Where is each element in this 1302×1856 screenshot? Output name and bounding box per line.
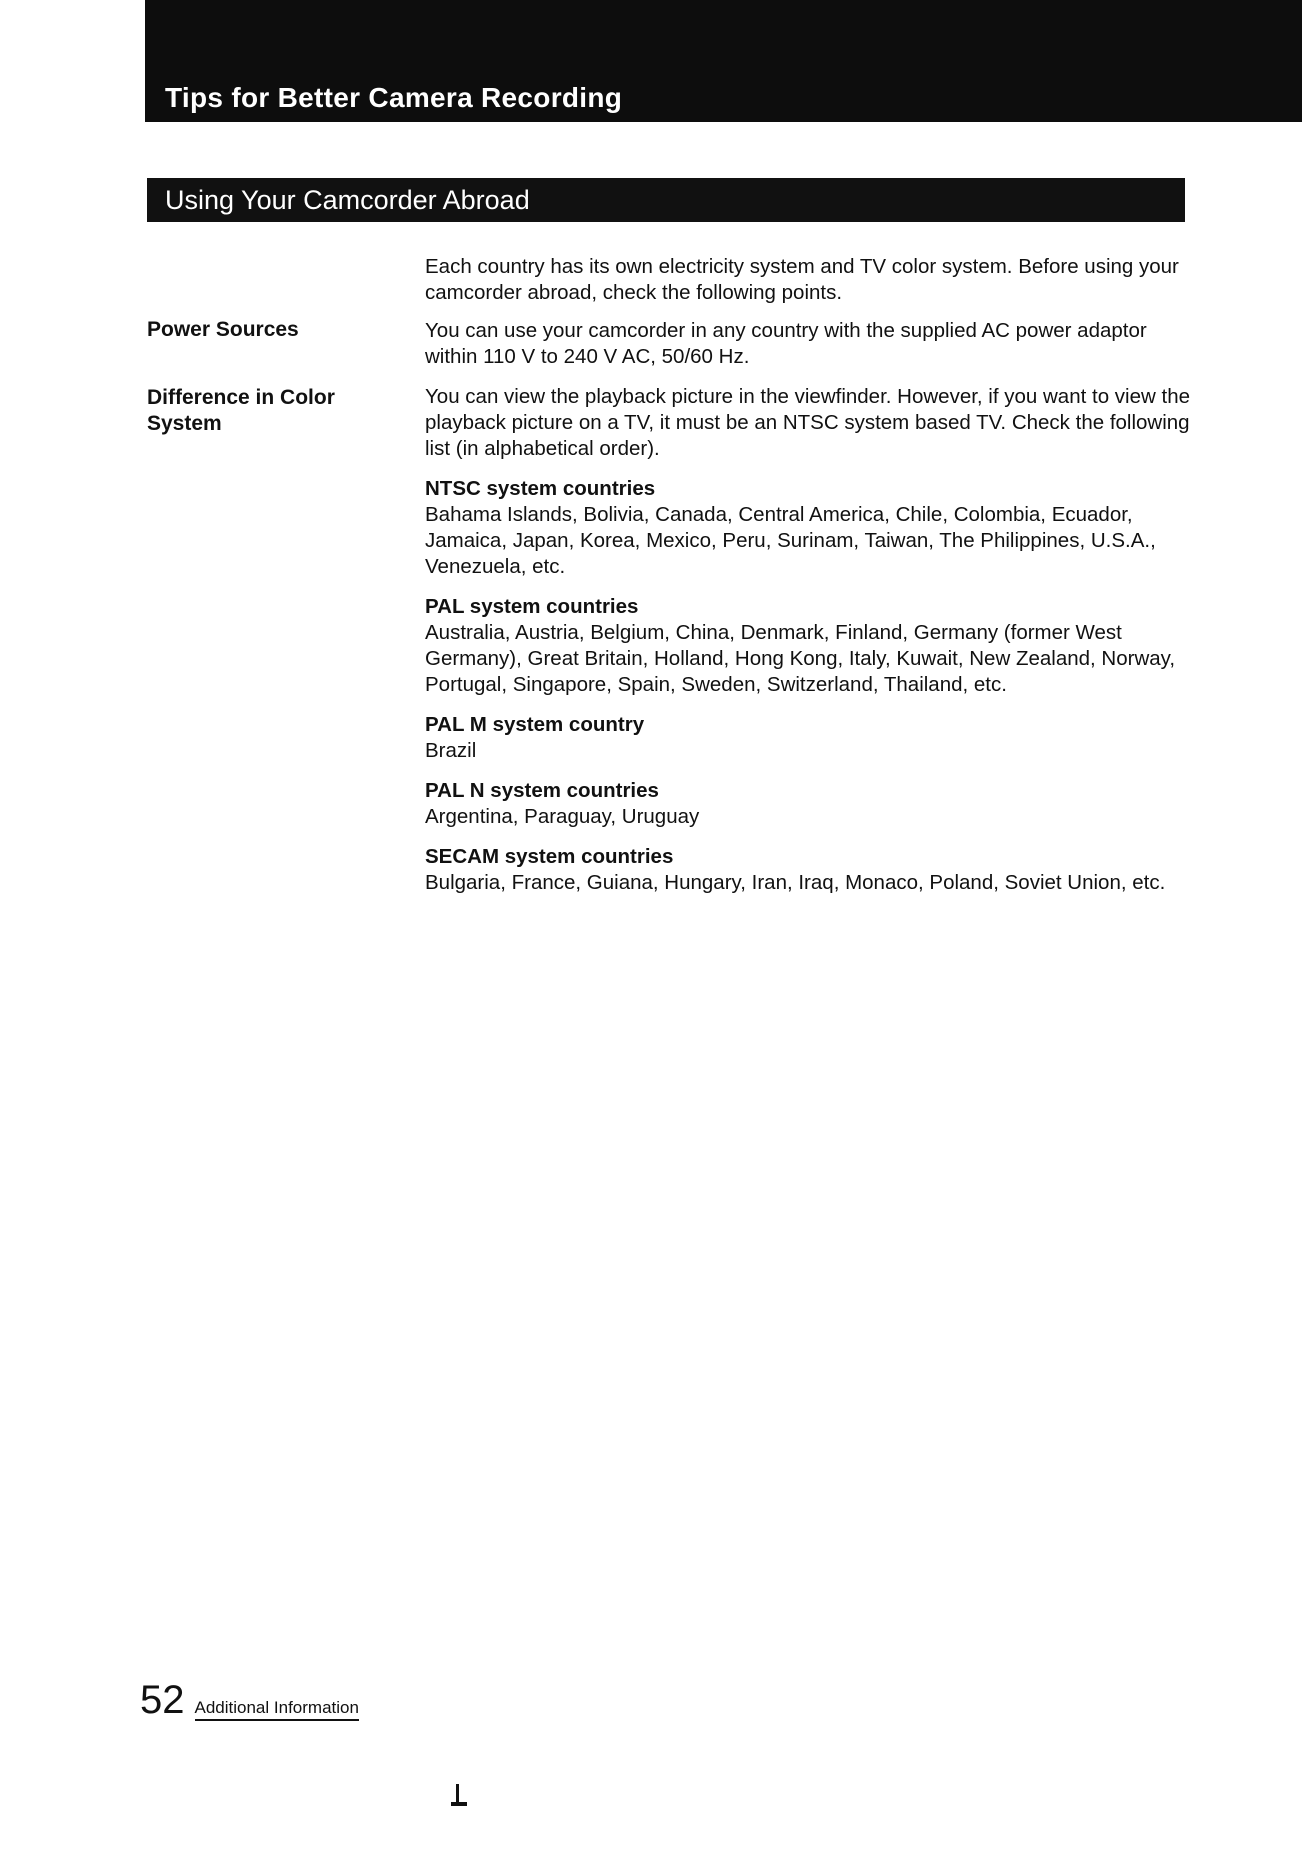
system-country-list: Argentina, Paraguay, Uruguay xyxy=(425,805,700,828)
page-number: 52 xyxy=(140,1678,185,1722)
print-mark-icon xyxy=(447,1782,469,1810)
system-group-secam xyxy=(425,844,1195,896)
color-system-paragraph: You can view the playback picture in the viewfinder. However, if you want to view the playback picture on a TV, it must be an NTSC system based TV. Check the following list (in alphabetical order). xyxy=(425,385,1190,460)
section-title: Using Your Camcorder Abroad xyxy=(165,185,530,215)
system-country-list: Australia, Austria, Belgium, China, Denmark, Finland, Germany (former West Germany), Great Britain, Holland, Hong Kong, Italy, Kuwait, New Zealand, Norway, Portugal, Singapore, Spain, Sweden, Switzerland, Thailand, etc. xyxy=(425,621,1176,696)
system-heading: SECAM system countries xyxy=(425,845,674,868)
system-country-list: Brazil xyxy=(425,739,477,762)
power-sources-paragraph: You can use your camcorder in any country with the supplied AC power adaptor within 110 V to 240 V AC, 50/60 Hz. xyxy=(425,319,1147,368)
system-group-pal-n xyxy=(425,778,1195,830)
system-group-ntsc xyxy=(425,476,1195,580)
system-heading: PAL system countries xyxy=(425,595,639,618)
footer-section-name: Additional Information xyxy=(195,1698,359,1721)
power-sources-label: Power Sources xyxy=(147,318,299,341)
chapter-title: Tips for Better Camera Recording xyxy=(165,82,623,113)
main-content xyxy=(425,254,1195,910)
page-footer xyxy=(140,1680,359,1721)
system-heading: NTSC system countries xyxy=(425,477,656,500)
system-country-list: Bahama Islands, Bolivia, Canada, Central America, Chile, Colombia, Ecuador, Jamaica, Japan, Korea, Mexico, Peru, Surinam, Taiwan, The Philippines, U.S.A., Venezuela, etc. xyxy=(425,503,1156,578)
system-group-pal xyxy=(425,594,1195,698)
chapter-header-band xyxy=(145,0,1302,122)
intro-paragraph: Each country has its own electricity system and TV color system. Before using your camcorder abroad, check the following points. xyxy=(425,255,1179,304)
system-country-list: Bulgaria, France, Guiana, Hungary, Iran, Iraq, Monaco, Poland, Soviet Union, etc. xyxy=(425,871,1166,894)
system-heading: PAL N system countries xyxy=(425,779,659,802)
section-title-bar xyxy=(147,178,1185,222)
system-group-pal-m xyxy=(425,712,1195,764)
color-system-label: Difference in Color System xyxy=(147,386,335,435)
system-heading: PAL M system country xyxy=(425,713,645,736)
